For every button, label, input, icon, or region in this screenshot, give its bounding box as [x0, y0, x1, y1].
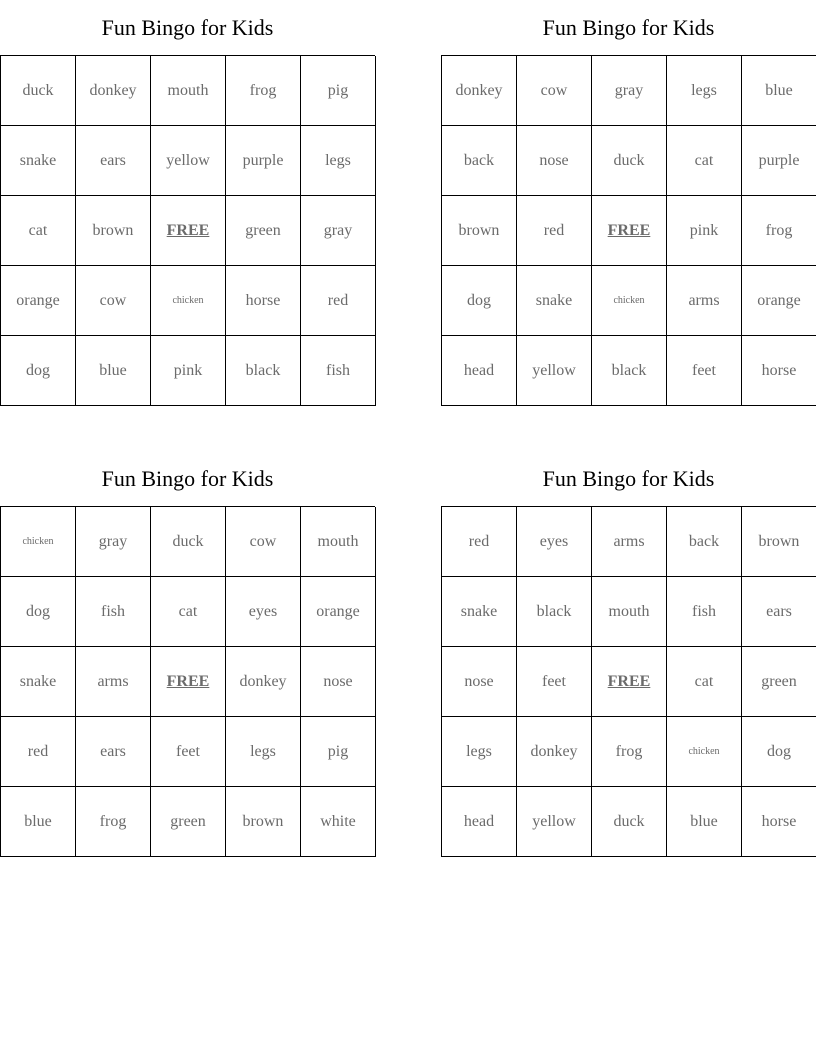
bingo-cell: green — [742, 647, 816, 717]
bingo-cell: mouth — [592, 577, 667, 647]
bingo-cell: snake — [442, 577, 517, 647]
bingo-cell: gray — [76, 507, 151, 577]
bingo-cell: white — [301, 787, 376, 857]
bingo-cell: red — [442, 507, 517, 577]
bingo-cell: legs — [226, 717, 301, 787]
bingo-cell: pink — [151, 336, 226, 406]
bingo-cell: purple — [226, 126, 301, 196]
bingo-cell: dog — [1, 577, 76, 647]
bingo-cell: dog — [742, 717, 816, 787]
bingo-cell: cat — [667, 647, 742, 717]
bingo-card-2 — [441, 0, 816, 406]
bingo-cell: chicken — [151, 266, 226, 336]
bingo-cell: frog — [742, 196, 816, 266]
bingo-cell: pig — [301, 56, 376, 126]
bingo-cell: fish — [76, 577, 151, 647]
bingo-cell: yellow — [517, 787, 592, 857]
bingo-cell: donkey — [76, 56, 151, 126]
bingo-cell: cat — [667, 126, 742, 196]
bingo-cell: ears — [76, 717, 151, 787]
bingo-cell: nose — [442, 647, 517, 717]
card-title: Fun Bingo for Kids — [542, 466, 715, 491]
bingo-cell: dog — [442, 266, 517, 336]
bingo-cell: snake — [1, 126, 76, 196]
bingo-cell: duck — [1, 56, 76, 126]
bingo-cell: arms — [592, 507, 667, 577]
bingo-cell: orange — [1, 266, 76, 336]
bingo-cell: chicken — [667, 717, 742, 787]
bingo-cell: legs — [442, 717, 517, 787]
bingo-cell: green — [151, 787, 226, 857]
bingo-cell: brown — [442, 196, 517, 266]
bingo-cell: blue — [742, 56, 816, 126]
bingo-cell: cow — [226, 507, 301, 577]
bingo-cell: pink — [667, 196, 742, 266]
bingo-cell: feet — [517, 647, 592, 717]
bingo-cell: orange — [301, 577, 376, 647]
bingo-cell: cow — [76, 266, 151, 336]
bingo-cell: nose — [301, 647, 376, 717]
bingo-card-1 — [0, 0, 375, 406]
bingo-cell: brown — [76, 196, 151, 266]
bingo-grid — [0, 55, 375, 406]
bingo-cell: duck — [592, 126, 667, 196]
card-title: Fun Bingo for Kids — [101, 466, 274, 491]
bingo-cell: horse — [226, 266, 301, 336]
bingo-cell: frog — [76, 787, 151, 857]
bingo-cell: feet — [151, 717, 226, 787]
bingo-cell: red — [1, 717, 76, 787]
bingo-cell: black — [592, 336, 667, 406]
bingo-cell: donkey — [226, 647, 301, 717]
bingo-grid — [441, 506, 816, 857]
bingo-grid — [0, 506, 375, 857]
bingo-cell: head — [442, 787, 517, 857]
card-title: Fun Bingo for Kids — [542, 15, 715, 40]
free-space-cell: FREE — [592, 196, 667, 266]
bingo-grid — [441, 55, 816, 406]
bingo-cell: duck — [592, 787, 667, 857]
bingo-cell: black — [226, 336, 301, 406]
bingo-cell: arms — [667, 266, 742, 336]
bingo-cell: nose — [517, 126, 592, 196]
bingo-card-4 — [441, 451, 816, 857]
bingo-cell: horse — [742, 787, 816, 857]
bingo-cell: purple — [742, 126, 816, 196]
bingo-cell: chicken — [592, 266, 667, 336]
bingo-cell: cat — [151, 577, 226, 647]
bingo-cell: legs — [301, 126, 376, 196]
card-title: Fun Bingo for Kids — [101, 15, 274, 40]
bingo-cell: brown — [742, 507, 816, 577]
bingo-cell: eyes — [226, 577, 301, 647]
bingo-cell: snake — [1, 647, 76, 717]
bingo-cell: donkey — [442, 56, 517, 126]
bingo-cell: ears — [742, 577, 816, 647]
bingo-cell: frog — [592, 717, 667, 787]
bingo-cell: horse — [742, 336, 816, 406]
bingo-cell: legs — [667, 56, 742, 126]
bingo-cell: blue — [1, 787, 76, 857]
bingo-cell: back — [442, 126, 517, 196]
free-space-cell: FREE — [592, 647, 667, 717]
bingo-cell: green — [226, 196, 301, 266]
bingo-cell: gray — [592, 56, 667, 126]
free-space-cell: FREE — [151, 647, 226, 717]
bingo-cell: cow — [517, 56, 592, 126]
bingo-cell: fish — [301, 336, 376, 406]
bingo-cell: feet — [667, 336, 742, 406]
bingo-cell: pig — [301, 717, 376, 787]
bingo-cell: mouth — [151, 56, 226, 126]
bingo-cell: head — [442, 336, 517, 406]
bingo-cell: blue — [667, 787, 742, 857]
bingo-cell: yellow — [517, 336, 592, 406]
bingo-cell: frog — [226, 56, 301, 126]
bingo-cell: snake — [517, 266, 592, 336]
bingo-cell: orange — [742, 266, 816, 336]
bingo-card-3 — [0, 451, 375, 857]
bingo-cell: black — [517, 577, 592, 647]
free-space-cell: FREE — [151, 196, 226, 266]
bingo-cell: gray — [301, 196, 376, 266]
bingo-cell: donkey — [517, 717, 592, 787]
bingo-cell: arms — [76, 647, 151, 717]
bingo-cell: brown — [226, 787, 301, 857]
bingo-cell: mouth — [301, 507, 376, 577]
bingo-cell: eyes — [517, 507, 592, 577]
bingo-cell: cat — [1, 196, 76, 266]
bingo-cell: red — [301, 266, 376, 336]
bingo-cell: back — [667, 507, 742, 577]
bingo-cell: ears — [76, 126, 151, 196]
bingo-cell: yellow — [151, 126, 226, 196]
bingo-cell: blue — [76, 336, 151, 406]
bingo-cell: dog — [1, 336, 76, 406]
bingo-cell: duck — [151, 507, 226, 577]
bingo-cell: red — [517, 196, 592, 266]
bingo-cell: chicken — [1, 507, 76, 577]
bingo-cell: fish — [667, 577, 742, 647]
